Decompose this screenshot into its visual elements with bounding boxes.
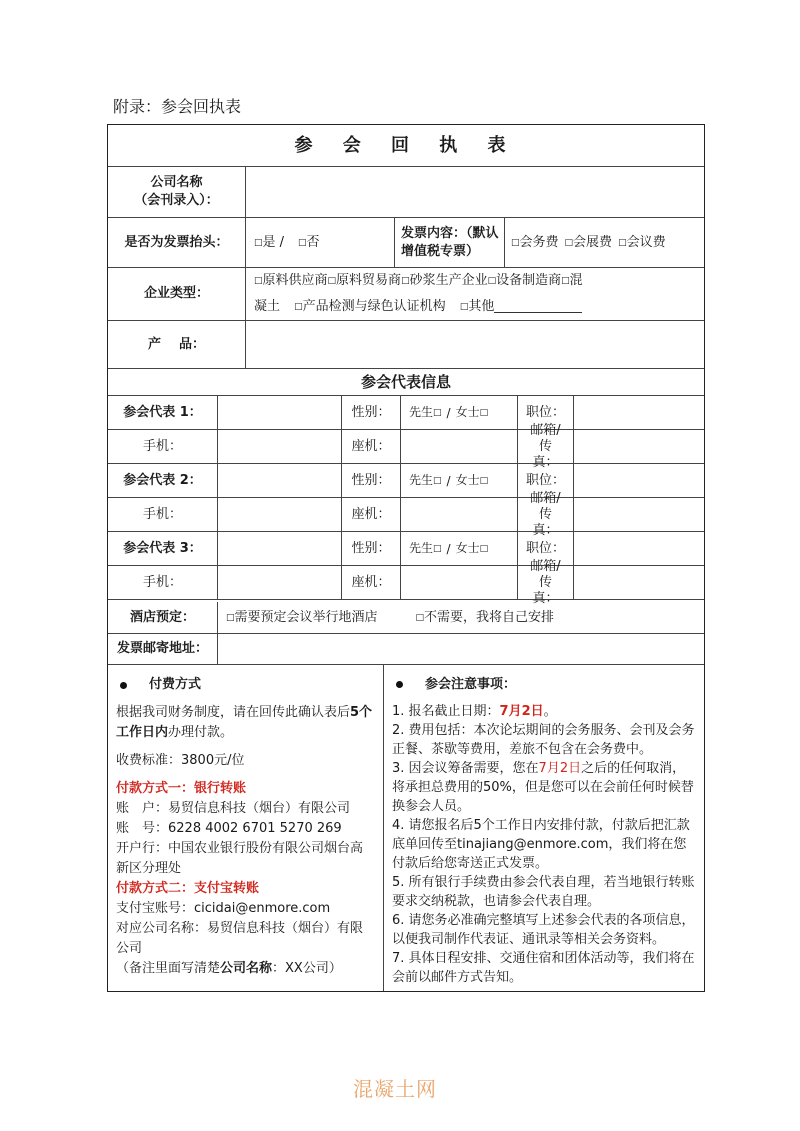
invoice-option-huiyi[interactable]: [618, 234, 666, 252]
rep-contact-row-2: [108, 490, 704, 538]
checkbox-icon: □: [298, 237, 307, 248]
enterprise-options-text: [246, 268, 591, 320]
checkbox-icon: □: [564, 237, 574, 248]
option-label: 混: [569, 273, 583, 288]
bank-account-name: 账 户：易贸信息科技（烟台）有限公司: [116, 801, 351, 816]
company-label: [108, 167, 246, 217]
option-label: 设备制造商: [496, 273, 562, 288]
note-1-end: 。: [543, 704, 557, 719]
invoice-title-options: [246, 218, 395, 267]
payment-title: 付费方式: [149, 677, 202, 692]
hotel-options: [218, 602, 704, 633]
checkbox-icon: □: [254, 276, 263, 286]
company-label-line1: 公司名称: [150, 175, 203, 190]
note-3-date: 7月2日: [538, 761, 582, 776]
enterprise-option-2[interactable]: [328, 268, 402, 294]
checkbox-icon: □: [487, 276, 497, 286]
payment-intro-end: 办理付款。: [168, 725, 234, 740]
rep-phone-label: 座机：: [342, 566, 401, 599]
mail-address-input[interactable]: [218, 634, 704, 664]
checkbox-icon: □: [415, 612, 425, 623]
note-4: 4. 请您报名后5个工作日内安排付款，付款后把汇款底单回传至tinajiang@enmore.com，我们将在您付款后给您寄送正式发票。: [392, 818, 690, 871]
rep-label: 参会代表 1：: [108, 396, 218, 429]
note-3: [392, 759, 696, 816]
option-label: 先生: [409, 473, 434, 487]
rep-mobile-label: 手机：: [108, 430, 218, 463]
payment-fee: 收费标准：3800元/位: [116, 753, 245, 768]
payment-intro-text: 根据我司财务制度，请在回传此确认表后: [116, 705, 351, 720]
rep-mobile-input[interactable]: [218, 430, 342, 463]
enterprise-option-1[interactable]: [254, 268, 328, 294]
option-label: 会务费: [519, 234, 559, 250]
reps-title: 参会代表信息: [360, 373, 451, 391]
gender-female-checkbox[interactable]: [456, 471, 489, 490]
mail-address-row: [108, 634, 704, 665]
gender-female-checkbox[interactable]: [456, 403, 489, 422]
payment-section: [108, 665, 384, 991]
rep-phone-input[interactable]: [401, 566, 518, 599]
checkbox-icon: □: [459, 302, 469, 312]
enterprise-option-6[interactable]: [294, 299, 446, 314]
payment-intro-deadline: 5个工作日内: [116, 705, 373, 740]
checkbox-icon: □: [561, 276, 570, 286]
rep-position-label: 职位：: [518, 396, 574, 429]
rep-email-input[interactable]: [574, 430, 704, 463]
rep-gender-options: [401, 396, 518, 429]
note-1: [392, 702, 696, 721]
option-label-continued: 凝土: [254, 299, 281, 314]
bullet-icon: [120, 682, 127, 689]
invoice-yes-label: 是 /: [262, 234, 285, 250]
rep-gender-label: 性别：: [342, 396, 401, 429]
rep-gender-label: 性别：: [342, 464, 401, 497]
bullet-icon: [396, 681, 403, 688]
alipay-company: 对应公司名称：易贸信息科技（烟台）有限公司: [116, 921, 364, 956]
note-2: 2. 费用包括：本次论坛期间的会务服务、会刊及会务正餐、茶歇等费用，差旅不包含在会务费中。: [392, 723, 695, 757]
rep-mobile-label: 手机：: [108, 566, 218, 599]
invoice-title-label: 是否为发票抬头：: [108, 218, 246, 267]
enterprise-row: [108, 268, 704, 321]
option-label: 不需要，我将自己安排: [424, 609, 555, 625]
option-label: 女士: [455, 541, 480, 555]
checkbox-icon: □: [479, 544, 489, 554]
rep-label: 参会代表 2：: [108, 464, 218, 497]
enterprise-option-3[interactable]: [401, 268, 488, 294]
rep-email-label: 邮箱/传真：: [518, 566, 574, 599]
other-blank-input[interactable]: [494, 298, 582, 313]
registration-form: [107, 124, 705, 992]
checkbox-icon: □: [226, 612, 235, 623]
hotel-need-checkbox[interactable]: [226, 609, 378, 627]
alipay-account: 支付宝账号：cicidai@enmore.com: [116, 901, 331, 916]
product-input[interactable]: [246, 321, 704, 368]
checkbox-icon: □: [401, 276, 410, 286]
note-1-text: 1. 报名截止日期：: [392, 704, 500, 719]
invoice-no-checkbox[interactable]: [298, 234, 320, 252]
enterprise-option-other[interactable]: [460, 299, 495, 314]
invoice-content-options: [505, 218, 704, 267]
enterprise-line1: [254, 268, 583, 294]
form-title: 参 会 回 执 表: [294, 134, 518, 156]
rep-name-input[interactable]: [218, 464, 342, 497]
separator: /: [446, 405, 451, 420]
note-1-deadline: 7月2日: [499, 704, 544, 719]
rep-gender-label: 性别：: [342, 532, 401, 565]
note-end: ：XX公司）: [272, 961, 342, 976]
rep-position-input[interactable]: [574, 532, 704, 565]
checkbox-icon: □: [479, 476, 489, 486]
note-6: 6. 请您务必准确完整填写上述参会代表的各项信息，以便我司制作代表证、通讯录等相关会务资料。: [392, 913, 695, 947]
invoice-no-label: 否: [306, 234, 320, 250]
gender-female-checkbox[interactable]: [456, 539, 489, 558]
watermark: 混凝土网: [353, 1077, 437, 1101]
bank-name: 开户行：中国农业银行股份有限公司烟台高新区分理处: [116, 841, 364, 876]
checkbox-icon: □: [433, 408, 442, 418]
invoice-option-huizhan[interactable]: [565, 234, 613, 252]
checkbox-icon: □: [511, 237, 520, 248]
option-label: 原料贸易商: [336, 273, 402, 288]
product-label: 产 品：: [108, 321, 246, 368]
option-label: 女士: [455, 473, 480, 487]
hotel-row: [108, 602, 704, 634]
checkbox-icon: □: [433, 544, 442, 554]
hotel-no-need-checkbox[interactable]: [416, 609, 555, 627]
notes-section: [384, 665, 704, 991]
rep-label: 参会代表 3：: [108, 532, 218, 565]
enterprise-options: [246, 268, 704, 320]
rep-row-3: [108, 532, 704, 566]
enterprise-line2: [254, 294, 583, 320]
rep-contact-row-1: [108, 422, 704, 470]
rep-email-label: 邮箱/传真：: [518, 430, 574, 463]
rep-email-label: 邮箱/传真：: [518, 498, 574, 531]
option-label: 需要预定会议举行地酒店: [234, 609, 378, 625]
rep-name-input[interactable]: [218, 396, 342, 429]
mail-address-label: 发票邮寄地址：: [108, 634, 218, 664]
rep-email-input[interactable]: [574, 498, 704, 531]
rep-phone-label: 座机：: [342, 498, 401, 531]
notes-title: 参会注意事项：: [425, 677, 517, 692]
notes-heading: [392, 675, 696, 694]
rep-phone-input[interactable]: [401, 430, 518, 463]
note-7: 7. 具体日程安排、交通住宿和团体活动等，我们将在会前以邮件方式告知。: [392, 951, 695, 985]
invoice-content-label: 发票内容：（默认增值税专票）: [395, 218, 505, 267]
company-row: [108, 167, 704, 218]
checkbox-icon: □: [294, 302, 303, 312]
invoice-yes-checkbox[interactable]: [254, 234, 284, 252]
rep-mobile-input[interactable]: [218, 566, 342, 599]
enterprise-option-4[interactable]: [488, 268, 562, 294]
option-label: 砂浆生产企业: [409, 273, 488, 288]
option-label: 其他: [468, 299, 495, 314]
rep-name-input[interactable]: [218, 532, 342, 565]
checkbox-icon: □: [254, 237, 263, 248]
enterprise-label: 企业类型：: [108, 268, 246, 320]
option-label: 女士: [455, 405, 480, 419]
rep-contact-row-3: [108, 558, 704, 606]
rep-phone-label: 座机：: [342, 430, 401, 463]
rep-gender-options: [401, 532, 518, 565]
company-input[interactable]: [246, 167, 704, 217]
option-label: 先生: [409, 541, 434, 555]
payment-note: [116, 959, 375, 979]
option-label: 会展费: [573, 234, 613, 250]
option-label: 产品检测与绿色认证机构: [302, 299, 446, 314]
separator: /: [446, 473, 451, 488]
gender-male-checkbox[interactable]: [409, 539, 442, 558]
appendix-title: 附录：参会回执表: [113, 97, 242, 116]
rep-mobile-label: 手机：: [108, 498, 218, 531]
note-3-end: 之后的任何取消，将承担总费用的50%，但是您可以在会前任何时候替换参会人员。: [392, 761, 694, 814]
rep-position-input[interactable]: [574, 396, 704, 429]
rep-phone-input[interactable]: [401, 498, 518, 531]
form-title-row: [108, 125, 704, 167]
enterprise-option-5[interactable]: [561, 268, 583, 294]
checkbox-icon: □: [479, 408, 489, 418]
option-label: 原料供应商: [262, 273, 328, 288]
rep-position-label: 职位：: [518, 464, 574, 497]
gender-male-checkbox[interactable]: [409, 471, 442, 490]
payment-intro: [116, 703, 375, 743]
invoice-row: [108, 218, 704, 268]
note-bold: 公司名称: [220, 961, 273, 976]
checkbox-icon: □: [618, 237, 627, 248]
rep-position-label: 职位：: [518, 532, 574, 565]
rep-email-input[interactable]: [574, 566, 704, 599]
rep-row-1: [108, 396, 704, 430]
rep-mobile-input[interactable]: [218, 498, 342, 531]
invoice-option-huiwu[interactable]: [511, 234, 559, 252]
payment-heading: [116, 675, 375, 695]
payment-method1-title: 付款方式一：银行转账: [116, 781, 247, 796]
note-3-text: 3. 因会议筹备需要，您在: [392, 761, 539, 776]
rep-position-input[interactable]: [574, 464, 704, 497]
checkbox-icon: □: [327, 276, 337, 286]
gender-male-checkbox[interactable]: [409, 403, 442, 422]
info-section: [108, 665, 704, 991]
rep-row-2: [108, 464, 704, 498]
note-text: （备注里面写清楚: [116, 961, 221, 976]
hotel-label: 酒店预定：: [108, 602, 218, 633]
checkbox-icon: □: [433, 476, 442, 486]
payment-method2-title: 付款方式二：支付宝转账: [116, 881, 260, 896]
company-label-line2: （会刊录入）：: [134, 193, 219, 208]
rep-gender-options: [401, 464, 518, 497]
reps-title-row: [108, 369, 704, 396]
note-5: 5. 所有银行手续费由参会代表自理，若当地银行转账要求交纳税款，也请参会代表自理。: [392, 875, 695, 909]
option-label: 会议费: [626, 234, 666, 250]
bank-account-number: 账 号：6228 4002 6701 5270 269: [116, 821, 342, 836]
option-label: 先生: [409, 405, 434, 419]
product-row: [108, 321, 704, 369]
separator: /: [446, 541, 451, 556]
